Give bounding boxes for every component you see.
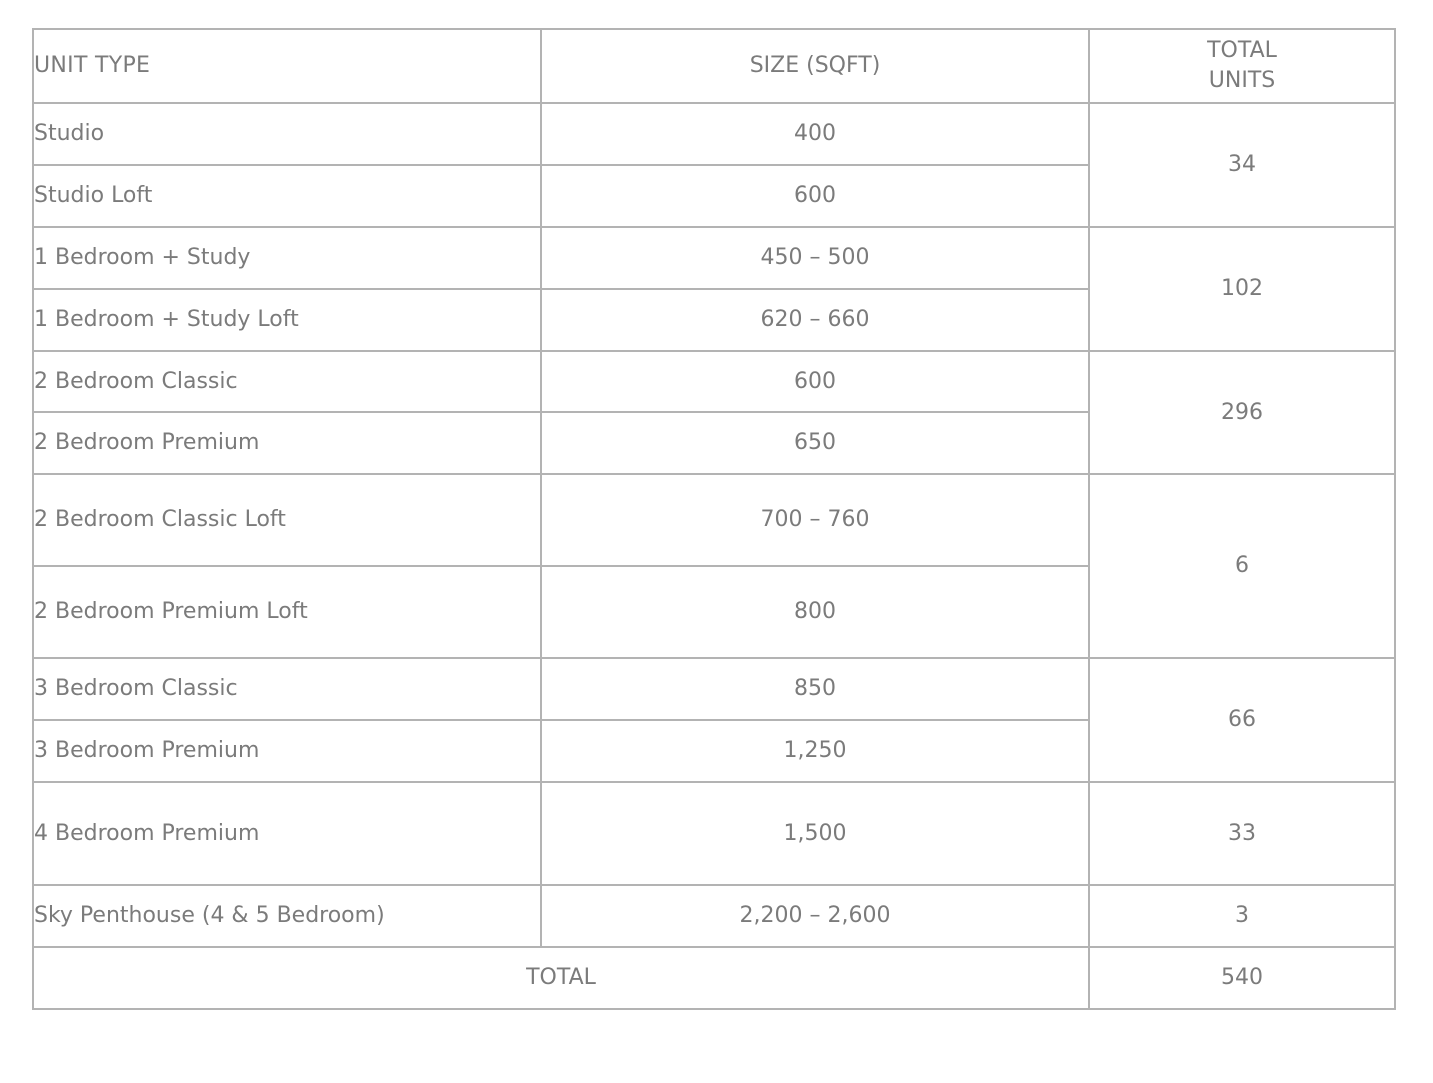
size-cell: 850	[541, 658, 1089, 720]
unit-type-cell: Studio Loft	[33, 165, 541, 227]
size-cell: 600	[541, 351, 1089, 412]
unit-type-cell: 1 Bedroom + Study Loft	[33, 289, 541, 351]
table-row	[33, 885, 1395, 947]
size-cell: 620 – 660	[541, 289, 1089, 351]
total-units-cell: 102	[1089, 227, 1395, 351]
size-cell: 2,200 – 2,600	[541, 885, 1089, 947]
size-cell: 400	[541, 103, 1089, 165]
header-total-units	[1089, 29, 1395, 103]
header-total-units-line1: TOTAL	[1207, 38, 1277, 63]
size-cell: 1,250	[541, 720, 1089, 782]
unit-type-cell: 2 Bedroom Classic Loft	[33, 474, 541, 566]
size-cell: 450 – 500	[541, 227, 1089, 289]
table-row	[33, 658, 1395, 720]
unit-type-cell: 4 Bedroom Premium	[33, 782, 541, 885]
total-units-cell: 6	[1089, 474, 1395, 658]
header-size: SIZE (SQFT)	[541, 29, 1089, 103]
total-row	[33, 947, 1395, 1009]
unit-type-cell: 2 Bedroom Premium	[33, 412, 541, 474]
grand-total-label: TOTAL	[33, 947, 1089, 1009]
size-cell: 600	[541, 165, 1089, 227]
header-unit-type: UNIT TYPE	[33, 29, 541, 103]
unit-type-cell: 2 Bedroom Premium Loft	[33, 566, 541, 658]
table-row	[33, 474, 1395, 566]
total-units-cell: 296	[1089, 351, 1395, 474]
table-row	[33, 227, 1395, 289]
table-row	[33, 103, 1395, 165]
table-row	[33, 351, 1395, 412]
unit-type-cell: Studio	[33, 103, 541, 165]
total-units-cell: 3	[1089, 885, 1395, 947]
unit-type-cell: 1 Bedroom + Study	[33, 227, 541, 289]
table-row	[33, 782, 1395, 885]
header-total-units-line2: UNITS	[1208, 68, 1276, 93]
size-cell: 650	[541, 412, 1089, 474]
total-units-cell: 66	[1089, 658, 1395, 782]
unit-type-cell: 3 Bedroom Premium	[33, 720, 541, 782]
total-units-cell: 33	[1089, 782, 1395, 885]
header-row	[33, 29, 1395, 103]
size-cell: 1,500	[541, 782, 1089, 885]
unit-type-cell: 2 Bedroom Classic	[33, 351, 541, 412]
size-cell: 700 – 760	[541, 474, 1089, 566]
size-cell: 800	[541, 566, 1089, 658]
unit-type-cell: 3 Bedroom Classic	[33, 658, 541, 720]
total-units-cell: 34	[1089, 103, 1395, 227]
grand-total-value: 540	[1089, 947, 1395, 1009]
unit-type-cell: Sky Penthouse (4 & 5 Bedroom)	[33, 885, 541, 947]
unit-type-table	[32, 28, 1396, 1010]
